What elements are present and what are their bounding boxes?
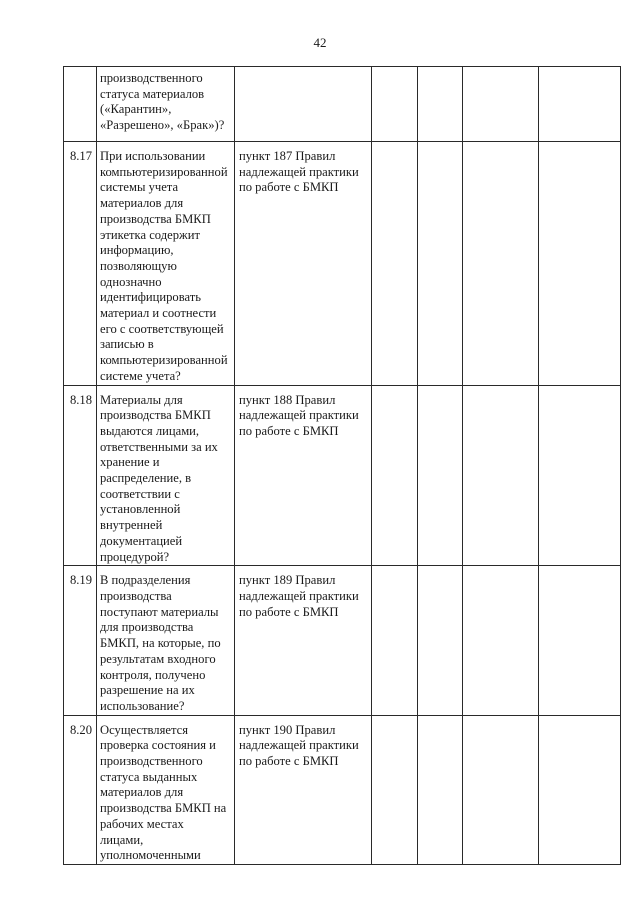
question-text-line: При использовании bbox=[100, 149, 206, 163]
question-text-line: однозначно bbox=[100, 274, 162, 289]
answer-cell bbox=[463, 142, 539, 386]
answer-cell bbox=[418, 67, 463, 142]
reference-cell bbox=[235, 142, 372, 386]
reference-text-line: пункт 189 Правил bbox=[239, 573, 336, 588]
item-number: 8.19 bbox=[64, 566, 97, 715]
reference-text-line: надлежащей практики bbox=[239, 588, 359, 603]
question-text-line: («Карантин», bbox=[100, 102, 172, 117]
question-text-line: информацию, bbox=[100, 243, 174, 258]
answer-cell bbox=[539, 385, 621, 566]
question-text-line: производственного bbox=[100, 71, 203, 85]
question-text-line: выдаются лицами, bbox=[100, 423, 200, 438]
question-text-line: внутренней bbox=[100, 518, 163, 533]
reference-text-line: надлежащей практики bbox=[239, 408, 359, 423]
answer-cell bbox=[372, 715, 418, 864]
reference-cell bbox=[235, 566, 372, 715]
question-text-line: установленной bbox=[100, 502, 181, 517]
reference-text-line: пункт 188 Правил bbox=[239, 392, 336, 407]
page-number: 42 bbox=[313, 35, 327, 50]
question-text-line: позволяющую bbox=[100, 258, 177, 273]
checklist-table bbox=[63, 66, 621, 865]
answer-cell bbox=[463, 566, 539, 715]
answer-cell bbox=[463, 715, 539, 864]
answer-cell bbox=[539, 566, 621, 715]
question-text-line: В подразделения bbox=[100, 573, 191, 588]
answer-cell bbox=[372, 566, 418, 715]
question-text-line: записью в bbox=[100, 337, 154, 352]
answer-cell bbox=[418, 566, 463, 715]
item-number: 8.18 bbox=[64, 385, 97, 566]
answer-cell bbox=[418, 385, 463, 566]
question-cell bbox=[97, 715, 235, 864]
table-row bbox=[64, 385, 621, 566]
answer-cell bbox=[372, 67, 418, 142]
reference-text-line: по работе с БМКП bbox=[239, 604, 339, 619]
answer-cell bbox=[372, 142, 418, 386]
question-text-line: ответственными за их bbox=[100, 439, 218, 454]
question-text-line: его с соответствующей bbox=[100, 321, 224, 336]
question-text-line: результатам входного bbox=[100, 651, 216, 666]
question-text-line: идентифицировать bbox=[100, 290, 201, 305]
answer-cell bbox=[539, 715, 621, 864]
table-row bbox=[64, 67, 621, 142]
item-number bbox=[64, 67, 97, 142]
question-text-line: «Разрешено», «Брак»)? bbox=[100, 118, 225, 133]
question-text-line: материал и соотнести bbox=[100, 306, 217, 321]
question-cell bbox=[97, 385, 235, 566]
question-text-line: разрешение на их bbox=[100, 683, 195, 698]
answer-cell bbox=[418, 142, 463, 386]
question-text-line: компьютеризированной bbox=[100, 164, 228, 179]
question-text-line: хранение и bbox=[100, 455, 160, 470]
answer-cell bbox=[539, 67, 621, 142]
table-row bbox=[64, 715, 621, 864]
table-row bbox=[64, 566, 621, 715]
reference-text-line: по работе с БМКП bbox=[239, 754, 339, 769]
question-text-line: проверка состояния и bbox=[100, 738, 216, 753]
question-text-line: системе учета? bbox=[100, 368, 181, 383]
question-text-line: материалов для bbox=[100, 785, 184, 800]
question-cell bbox=[97, 67, 235, 142]
answer-cell bbox=[418, 715, 463, 864]
item-number: 8.17 bbox=[64, 142, 97, 386]
question-cell bbox=[97, 142, 235, 386]
table-row bbox=[64, 142, 621, 386]
question-text-line: статуса выданных bbox=[100, 769, 198, 784]
question-text-line: соответствии с bbox=[100, 486, 180, 501]
reference-text-line: по работе с БМКП bbox=[239, 423, 339, 438]
answer-cell bbox=[463, 67, 539, 142]
question-text-line: системы учета bbox=[100, 180, 179, 195]
question-text-line: контроля, получено bbox=[100, 667, 206, 682]
reference-text-line: по работе с БМКП bbox=[239, 180, 339, 195]
question-text-line: использование? bbox=[100, 698, 185, 713]
answer-cell bbox=[539, 142, 621, 386]
question-text-line: для производства bbox=[100, 620, 194, 635]
reference-text-line: надлежащей практики bbox=[239, 164, 359, 179]
reference-text-line: пункт 187 Правил bbox=[239, 149, 336, 163]
question-text-line: Осуществляется bbox=[100, 722, 188, 737]
reference-text-line: надлежащей практики bbox=[239, 738, 359, 753]
question-text-line: документацией bbox=[100, 533, 183, 548]
question-text-line: статуса материалов bbox=[100, 86, 205, 101]
item-number: 8.20 bbox=[64, 715, 97, 864]
reference-cell bbox=[235, 385, 372, 566]
reference-cell bbox=[235, 67, 372, 142]
question-text-line: Материалы для bbox=[100, 392, 183, 407]
question-text-line: лицами, bbox=[100, 832, 144, 847]
question-text-line: БМКП, на которые, по bbox=[100, 636, 221, 651]
question-text-line: материалов для bbox=[100, 196, 184, 211]
question-cell bbox=[97, 566, 235, 715]
question-text-line: распределение, в bbox=[100, 471, 192, 486]
answer-cell bbox=[463, 385, 539, 566]
question-text-line: уполномоченными bbox=[100, 848, 201, 863]
question-text-line: производственного bbox=[100, 754, 203, 769]
question-text-line: процедурой? bbox=[100, 549, 170, 564]
answer-cell bbox=[372, 385, 418, 566]
question-text-line: производства БМКП bbox=[100, 211, 211, 226]
question-text-line: производства БМКП bbox=[100, 408, 211, 423]
question-text-line: рабочих местах bbox=[100, 816, 184, 831]
reference-text-line: пункт 190 Правил bbox=[239, 722, 336, 737]
question-text-line: производства БМКП на bbox=[100, 801, 227, 816]
question-text-line: поступают материалы bbox=[100, 604, 219, 619]
question-text-line: производства bbox=[100, 588, 172, 603]
question-text-line: компьютеризированной bbox=[100, 353, 228, 368]
question-text-line: этикетка содержит bbox=[100, 227, 200, 242]
reference-cell bbox=[235, 715, 372, 864]
